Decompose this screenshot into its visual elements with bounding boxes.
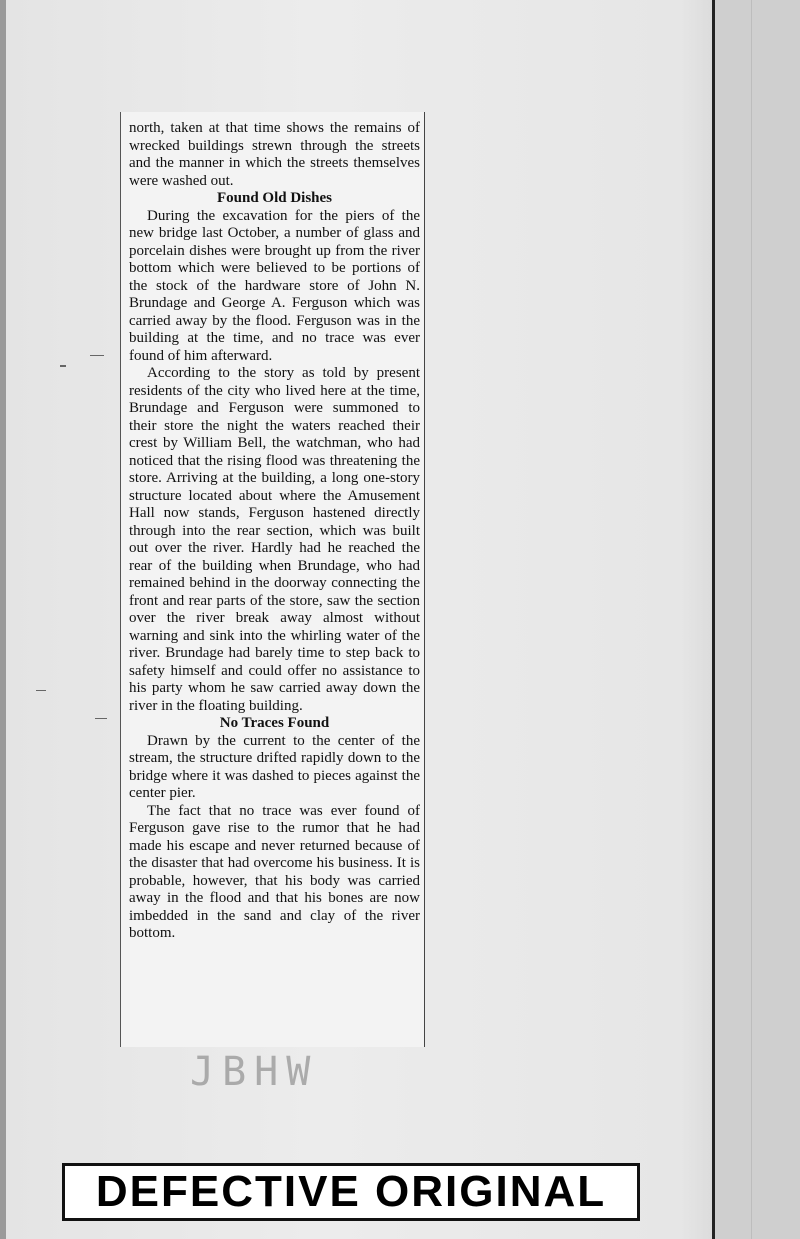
section-heading: Found Old Dishes [216, 190, 333, 206]
stray-mark [60, 365, 66, 367]
page-right-margin [712, 0, 800, 1239]
newspaper-clipping [120, 112, 425, 1047]
article-paragraph: The fact that no trace was ever found of Ferguson gave rise to the rumor that he had made his escape and never returned because of the disaster that had overcome his business. It is probable, however, that his body was carried away in the flood and that his bones are now imbedded in the sand and clay of the river bottom. [129, 802, 420, 941]
margin-line [751, 0, 752, 1239]
section-heading: No Traces Found [219, 715, 330, 731]
banner-text: DEFECTIVE ORIGINAL [95, 1167, 607, 1216]
article-text [129, 120, 420, 943]
page-left-edge [0, 0, 6, 1239]
stray-mark [95, 718, 107, 719]
perforated-stamp: JBHW [190, 1049, 319, 1095]
stray-mark [90, 355, 104, 356]
article-paragraph: According to the story as told by present residents of the city who lived here at the time, Brundage and Ferguson were summoned to their store the night the waters reached their crest by William Bell, the watchman, who had noticed that the rising flood was threatening the store. Arriving at the building, a long one-story structure located about where the Amusement Hall now stands, Ferguson hastened directly through into the rear section, which was built out over the river. Hardly had he reached the rear of the building when Brundage, who had remained behind in the doorway connecting the front and rear parts of the store, saw the section over the river break away almost without warning and sink into the whirling water of the river. Brundage had barely time to step back to safety himself and could offer no assistance to his party whom he saw carried away down the river in the floating building. [129, 365, 420, 714]
article-paragraph: Drawn by the current to the center of the stream, the structure drifted rapidly down to the bridge where it was dashed to pieces against the center pier. [129, 732, 420, 801]
stray-mark [36, 690, 46, 691]
article-paragraph: north, taken at that time shows the remains of wrecked buildings strewn through the streets and the manner in which the streets themselves were washed out. [129, 120, 420, 189]
defective-original-banner [62, 1163, 640, 1221]
article-paragraph: During the excavation for the piers of the new bridge last October, a number of glass and porcelain dishes were brought up from the river bottom which were believed to be portions of the stock of the hardware store of John N. Brundage and George A. Ferguson which was carried away by the flood. Ferguson was in the building at the time, and no trace was ever found of him afterward. [129, 207, 420, 364]
